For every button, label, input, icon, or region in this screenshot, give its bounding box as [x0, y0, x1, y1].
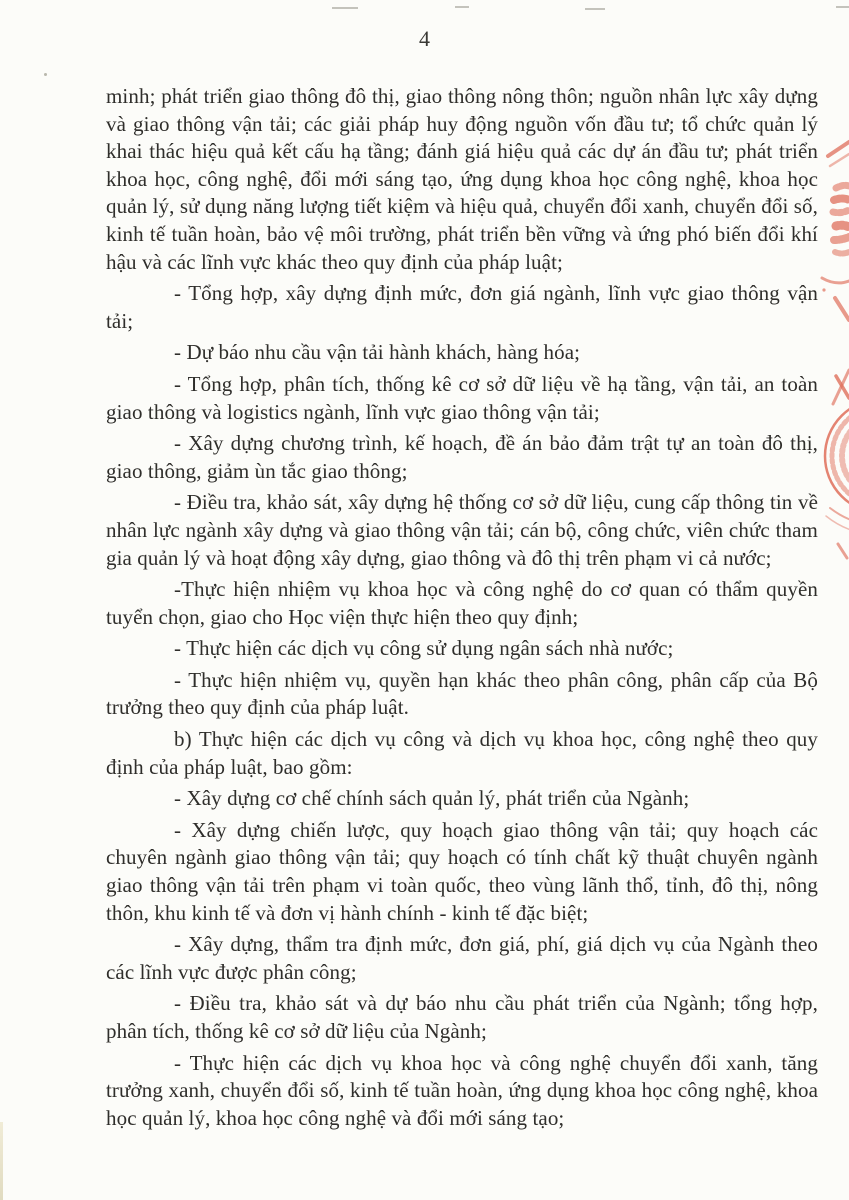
body-paragraph: - Xây dựng chiến lược, quy hoạch giao thông vận tải; quy hoạch các chuyên ngành giao thông vận tải; quy hoạch có tính chất kỹ thuật chuyên ngành giao thông vận tải trên phạm vi toàn quốc, theo vùng lãnh thổ, tỉnh, đô thị, nông thôn, khu kinh tế và đơn vị hành chính - kinh tế đặc biệt; — [106, 817, 818, 925]
body-paragraph: - Thực hiện các dịch vụ công sử dụng ngân sách nhà nước; — [174, 636, 674, 661]
scan-artifact-bottom-left-edge — [0, 1122, 3, 1200]
body-paragraph: - Xây dựng, thẩm tra định mức, đơn giá, phí, giá dịch vụ của Ngành theo các lĩnh vực được phân công; — [106, 932, 818, 984]
body-paragraph: - Xây dựng chương trình, kế hoạch, đề án bảo đảm trật tự an toàn đô thị, giao thông, giảm ùn tắc giao thông; — [106, 431, 818, 483]
page-number: 4 — [419, 26, 430, 51]
scan-artifact-tick — [836, 6, 849, 8]
body-paragraph: - Điều tra, khảo sát và dự báo nhu cầu phát triển của Ngành; tổng hợp, phân tích, thống kê cơ sở dữ liệu của Ngành; — [106, 991, 818, 1043]
scan-artifact-tick — [585, 8, 605, 10]
scan-artifact-tick — [455, 6, 469, 8]
body-paragraph: - Tổng hợp, xây dựng định mức, đơn giá ngành, lĩnh vực giao thông vận tải; — [106, 281, 818, 333]
scan-speck — [44, 73, 47, 76]
scan-artifact-top-edge — [0, 0, 849, 4]
body-paragraph: -Thực hiện nhiệm vụ khoa học và công nghệ do cơ quan có thẩm quyền tuyển chọn, giao cho Học viện thực hiện theo quy định; — [106, 577, 818, 629]
scan-artifact-tick — [332, 7, 358, 9]
body-paragraph: - Thực hiện các dịch vụ khoa học và công nghệ chuyển đổi xanh, tăng trưởng xanh, chuyển đổi số, kinh tế tuần hoàn, ứng dụng khoa học công nghệ, khoa học quản lý, khoa học công nghệ và đổi mới sáng tạo; — [106, 1050, 818, 1130]
body-paragraph: minh; phát triển giao thông đô thị, giao thông nông thôn; nguồn nhân lực xây dựng và giao thông vận tải; các giải pháp huy động nguồn vốn đầu tư; tổ chức quản lý khai thác hiệu quả kết cấu hạ tầng; đánh giá hiệu quả các dự án đầu tư; phát triển khoa học, công nghệ, đổi mới sáng tạo, ứng dụng khoa học công nghệ, khoa học quản lý, sử dụng năng lượng tiết kiệm và hiệu quả, chuyển đổi xanh, chuyển đổi số, kinh tế tuần hoàn, bảo vệ môi trường, phát triển bền vững và ứng phó biến đổi khí hậu và các lĩnh vực khác theo quy định của pháp luật; — [106, 84, 818, 274]
document-body — [106, 83, 818, 1136]
body-paragraph: - Điều tra, khảo sát, xây dựng hệ thống cơ sở dữ liệu, cung cấp thông tin về nhân lực ngành xây dựng và giao thông vận tải; cán bộ, công chức, viên chức tham gia quản lý và hoạt động xây dựng, giao thông và đô thị trên phạm vi cả nước; — [106, 490, 818, 570]
body-paragraph: - Xây dựng cơ chế chính sách quản lý, phát triển của Ngành; — [174, 786, 690, 811]
body-paragraph: - Dự báo nhu cầu vận tải hành khách, hàng hóa; — [174, 340, 581, 365]
body-paragraph: - Thực hiện nhiệm vụ, quyền hạn khác theo phân công, phân cấp của Bộ trưởng theo quy định của pháp luật. — [106, 667, 818, 720]
body-paragraph: b) Thực hiện các dịch vụ công và dịch vụ khoa học, công nghệ theo quy định của pháp luật, bao gồm: — [106, 727, 818, 779]
body-paragraph: - Tổng hợp, phân tích, thống kê cơ sở dữ liệu về hạ tầng, vận tải, an toàn giao thông và logistics ngành, lĩnh vực giao thông vận tải; — [106, 371, 818, 424]
